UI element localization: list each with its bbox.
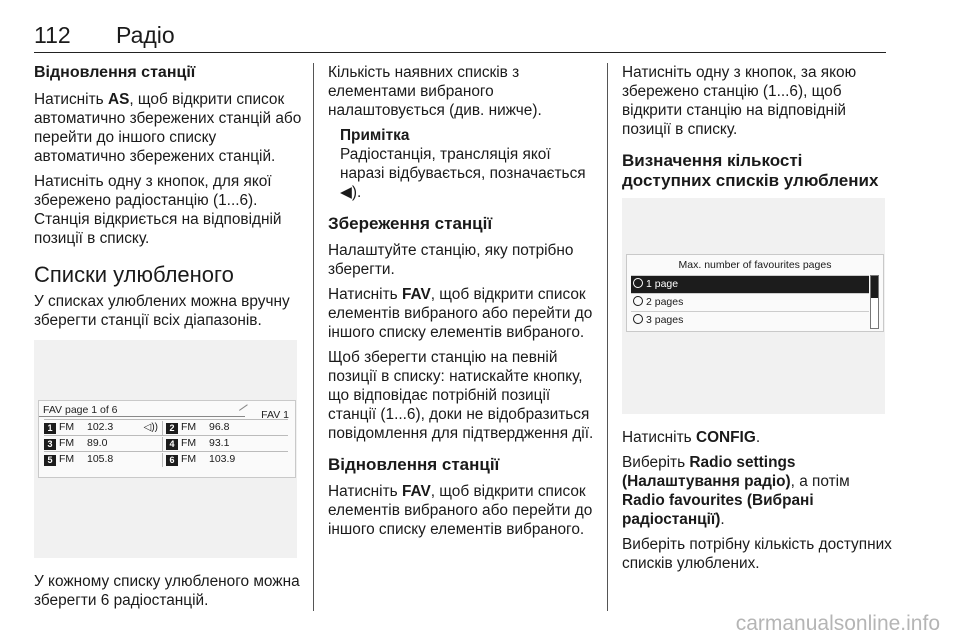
- page-header: [34, 22, 886, 53]
- pages-screen-figure: [622, 198, 885, 414]
- as-button-label: AS: [107, 91, 130, 108]
- paragraph: Натисніть AS, щоб відкрити список автоматично збережених станцій або перейти до іншого списку автоматично збережених станцій.: [34, 91, 302, 165]
- fav-button-label: FAV: [401, 483, 431, 500]
- fav-entry-5[interactable]: 5 FM 105.8: [44, 453, 163, 467]
- paragraph: Натисніть FAV, щоб відкрити список елементів вибраного або перейти до іншого списку елементів вибраного.: [328, 286, 593, 341]
- paragraph: Щоб зберегти станцію на певній позиції в списку: натискайте кнопку, що відповідає потрібній позиції станції (1...6), доки не відобразиться повідомлення для підтвердження дії.: [328, 349, 594, 442]
- paragraph: Виберіть потрібну кількість доступних списків улюблених.: [622, 536, 892, 572]
- heading-station-recall: Відновлення станції: [34, 64, 196, 81]
- speaker-icon: ◀): [340, 184, 357, 201]
- fav-list-label: FAV 1: [261, 409, 289, 421]
- fav-row: [44, 419, 288, 435]
- fav-entry-2[interactable]: 2 FM 96.8: [166, 421, 286, 435]
- radio-icon: [633, 314, 643, 324]
- paragraph: Натисніть одну з кнопок, за якою збережено станцію (1...6), щоб відкрити станцію на відповідній позиції в списку.: [622, 64, 857, 138]
- divider: [39, 416, 245, 417]
- heading-favourites-lists: Списки улюбленого: [34, 262, 234, 287]
- paragraph: Кількість наявних списків з елементами вибраного налаштовується (див. нижче).: [328, 64, 542, 119]
- watermark: carmanualsonline.info: [735, 612, 940, 635]
- heading-store-station: Збереження станції: [328, 214, 493, 233]
- page-number: 112: [34, 22, 71, 48]
- fav-button-label: FAV: [401, 286, 431, 303]
- radio-icon: [633, 278, 643, 288]
- fav-entry-4[interactable]: 4 FM 93.1: [166, 437, 286, 451]
- radio-settings-label: Radio settings (Налаштування радіо): [622, 454, 796, 490]
- paragraph: У списках улюблених можна вручну зберегти станції всіх діапазонів.: [34, 293, 290, 329]
- scrollbar-thumb[interactable]: [871, 276, 878, 298]
- paragraph: Налаштуйте станцію, яку потрібно зберегти.: [328, 242, 574, 278]
- fav-row: [44, 435, 288, 451]
- radio-favourites-label: Radio favourites (Вибрані радіостанції): [622, 492, 814, 528]
- divider: [239, 404, 248, 411]
- column-1: [34, 63, 304, 616]
- column-3: [622, 63, 892, 579]
- fav-entry-6[interactable]: 6 FM 103.9: [166, 453, 286, 467]
- fav-entry-1[interactable]: 1 FM 102.3 ◁)): [44, 421, 163, 435]
- config-button-label: CONFIG: [695, 429, 756, 446]
- column-2: [328, 63, 598, 545]
- radio-icon: [633, 296, 643, 306]
- pages-option-2[interactable]: 2 pages: [631, 293, 869, 311]
- pages-option-3[interactable]: 3 pages: [631, 311, 869, 329]
- fav-page-title: FAV page 1 of 6: [43, 404, 118, 416]
- fav-entry-3[interactable]: 3 FM 89.0: [44, 437, 163, 451]
- note-text: Радіостанція, трансляція якої наразі відбувається, позначається ◀).: [340, 146, 586, 201]
- section-title: Радіо: [116, 22, 175, 48]
- column-divider: [607, 63, 608, 611]
- heading-station-recall: Відновлення станції: [328, 455, 500, 474]
- paragraph: Натисніть одну з кнопок, для якої збережено радіостанцію (1...6). Станція відкриється на відповідній позиції в списку.: [34, 173, 282, 247]
- pages-option-list: [631, 275, 869, 329]
- paragraph: Виберіть Radio settings (Налаштування радіо), а потім Radio favourites (Вибрані радіостанції).: [622, 454, 850, 528]
- column-divider: [313, 63, 314, 611]
- pages-screen-display: [626, 254, 884, 332]
- speaker-icon: ◁)): [143, 422, 158, 433]
- fav-screen-figure: [34, 340, 297, 558]
- note-block: [340, 126, 598, 202]
- scrollbar[interactable]: [870, 275, 879, 329]
- pages-screen-title: Max. number of favourites pages: [678, 259, 832, 271]
- note-title: Примітка: [340, 127, 410, 144]
- fav-row: [44, 451, 288, 467]
- heading-favourites-count: Визначення кількості доступних списків улюблених: [622, 151, 879, 190]
- paragraph: У кожному списку улюбленого можна зберегти 6 радіостанцій.: [34, 573, 300, 609]
- pages-option-1[interactable]: 1 page: [631, 275, 869, 293]
- paragraph: Натисніть FAV, щоб відкрити список елементів вибраного або перейти до іншого списку елементів вибраного.: [328, 483, 593, 538]
- paragraph: Натисніть CONFIG.: [622, 429, 761, 446]
- fav-screen-display: [38, 400, 296, 478]
